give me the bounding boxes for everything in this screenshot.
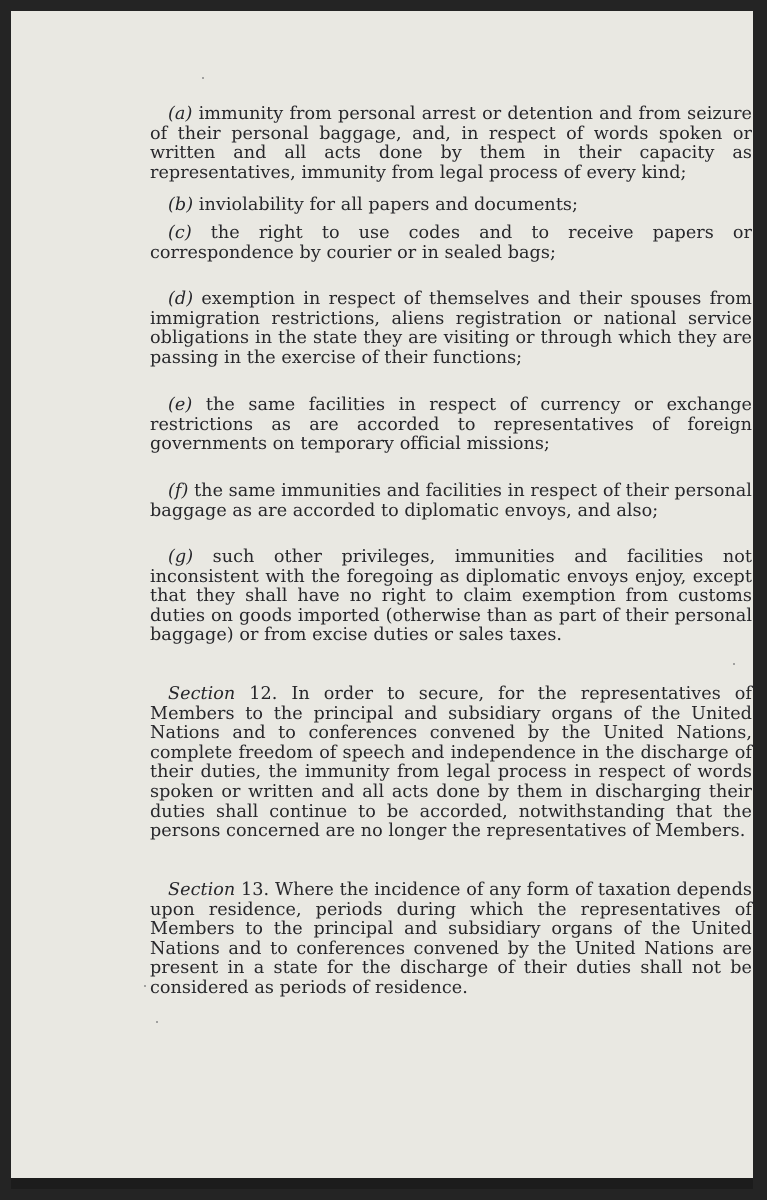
clause-text: inviolability for all papers and documents;	[198, 195, 578, 215]
section-text: Where the incidence of any form of taxation depends upon residence, periods during which the representatives of Members to the principal and subsidiary organs of the United Nations and to conferences convened by the United Nations are present in a state for the discharge of their duties shall not be considered as periods of residence.	[150, 880, 752, 998]
clause-b	[150, 196, 752, 216]
clause-a	[150, 105, 752, 183]
section-text: In order to secure, for the representatives of Members to the principal and subsidiary organs of the United Nations and to conferences convened by the United Nations, complete freedom of speech and independence in the discharge of their duties, the immunity from legal process in respect of words spoken or written and all acts done by them in discharging their duties shall continue to be accorded, notwithstanding that the persons concerned are no longer the representatives of Members.	[150, 684, 752, 842]
clause-d	[150, 290, 752, 368]
clause-paragraph	[150, 105, 752, 183]
section-13	[150, 881, 752, 999]
clause-marker: (a)	[168, 104, 193, 124]
clause-text: the same facilities in respect of currency or exchange restrictions as are accorded to representatives of foreign governments on temporary official missions;	[150, 395, 752, 455]
clause-g	[150, 548, 752, 646]
paper-speck	[202, 77, 204, 79]
document-page	[11, 11, 753, 1189]
clause-marker: (b)	[168, 195, 194, 215]
clause-paragraph	[150, 290, 752, 368]
clause-c	[150, 224, 752, 263]
clause-paragraph	[150, 396, 752, 455]
clause-paragraph	[150, 224, 752, 263]
paper-speck	[733, 663, 735, 665]
clause-e	[150, 396, 752, 455]
clause-text: exemption in respect of themselves and their spouses from immigration restrictions, aliens registration or national service obligations in the state they are visiting or through which they are passing in the exercise of their functions;	[150, 289, 752, 368]
clause-paragraph	[150, 548, 752, 646]
section-label: Section	[168, 684, 236, 704]
paper-speck	[156, 1021, 158, 1023]
clause-paragraph	[150, 196, 752, 216]
clause-f	[150, 482, 752, 521]
section-number: 13.	[241, 880, 270, 900]
section-paragraph	[150, 685, 752, 842]
section-label: Section	[168, 880, 236, 900]
clause-text: such other privileges, immunities and facilities not inconsistent with the foregoing as diplomatic envoys enjoy, except that they shall have no right to claim exemption from customs duties on goods imported (otherwise than as part of their personal baggage) or from excise duties or sales taxes.	[150, 547, 752, 646]
section-paragraph	[150, 881, 752, 999]
clause-marker: (g)	[168, 547, 194, 567]
clause-marker: (f)	[168, 481, 189, 501]
section-12	[150, 685, 752, 842]
clause-text: the right to use codes and to receive papers or correspondence by courier or in sealed bags;	[150, 223, 752, 263]
clause-text: immunity from personal arrest or detention and from seizure of their personal baggage, and, in respect of words spoken or written and all acts done by them in their capacity as representatives, immunity from legal process of every kind;	[150, 104, 752, 183]
clause-paragraph	[150, 482, 752, 521]
clause-marker: (c)	[168, 223, 192, 243]
section-number: 12.	[249, 684, 278, 704]
clause-marker: (e)	[168, 395, 193, 415]
scan-bottom-edge	[11, 1178, 753, 1189]
clause-text: the same immunities and facilities in respect of their personal baggage as are accorded to diplomatic envoys, and also;	[150, 481, 752, 521]
clause-marker: (d)	[168, 289, 194, 309]
paper-speck	[144, 985, 146, 987]
